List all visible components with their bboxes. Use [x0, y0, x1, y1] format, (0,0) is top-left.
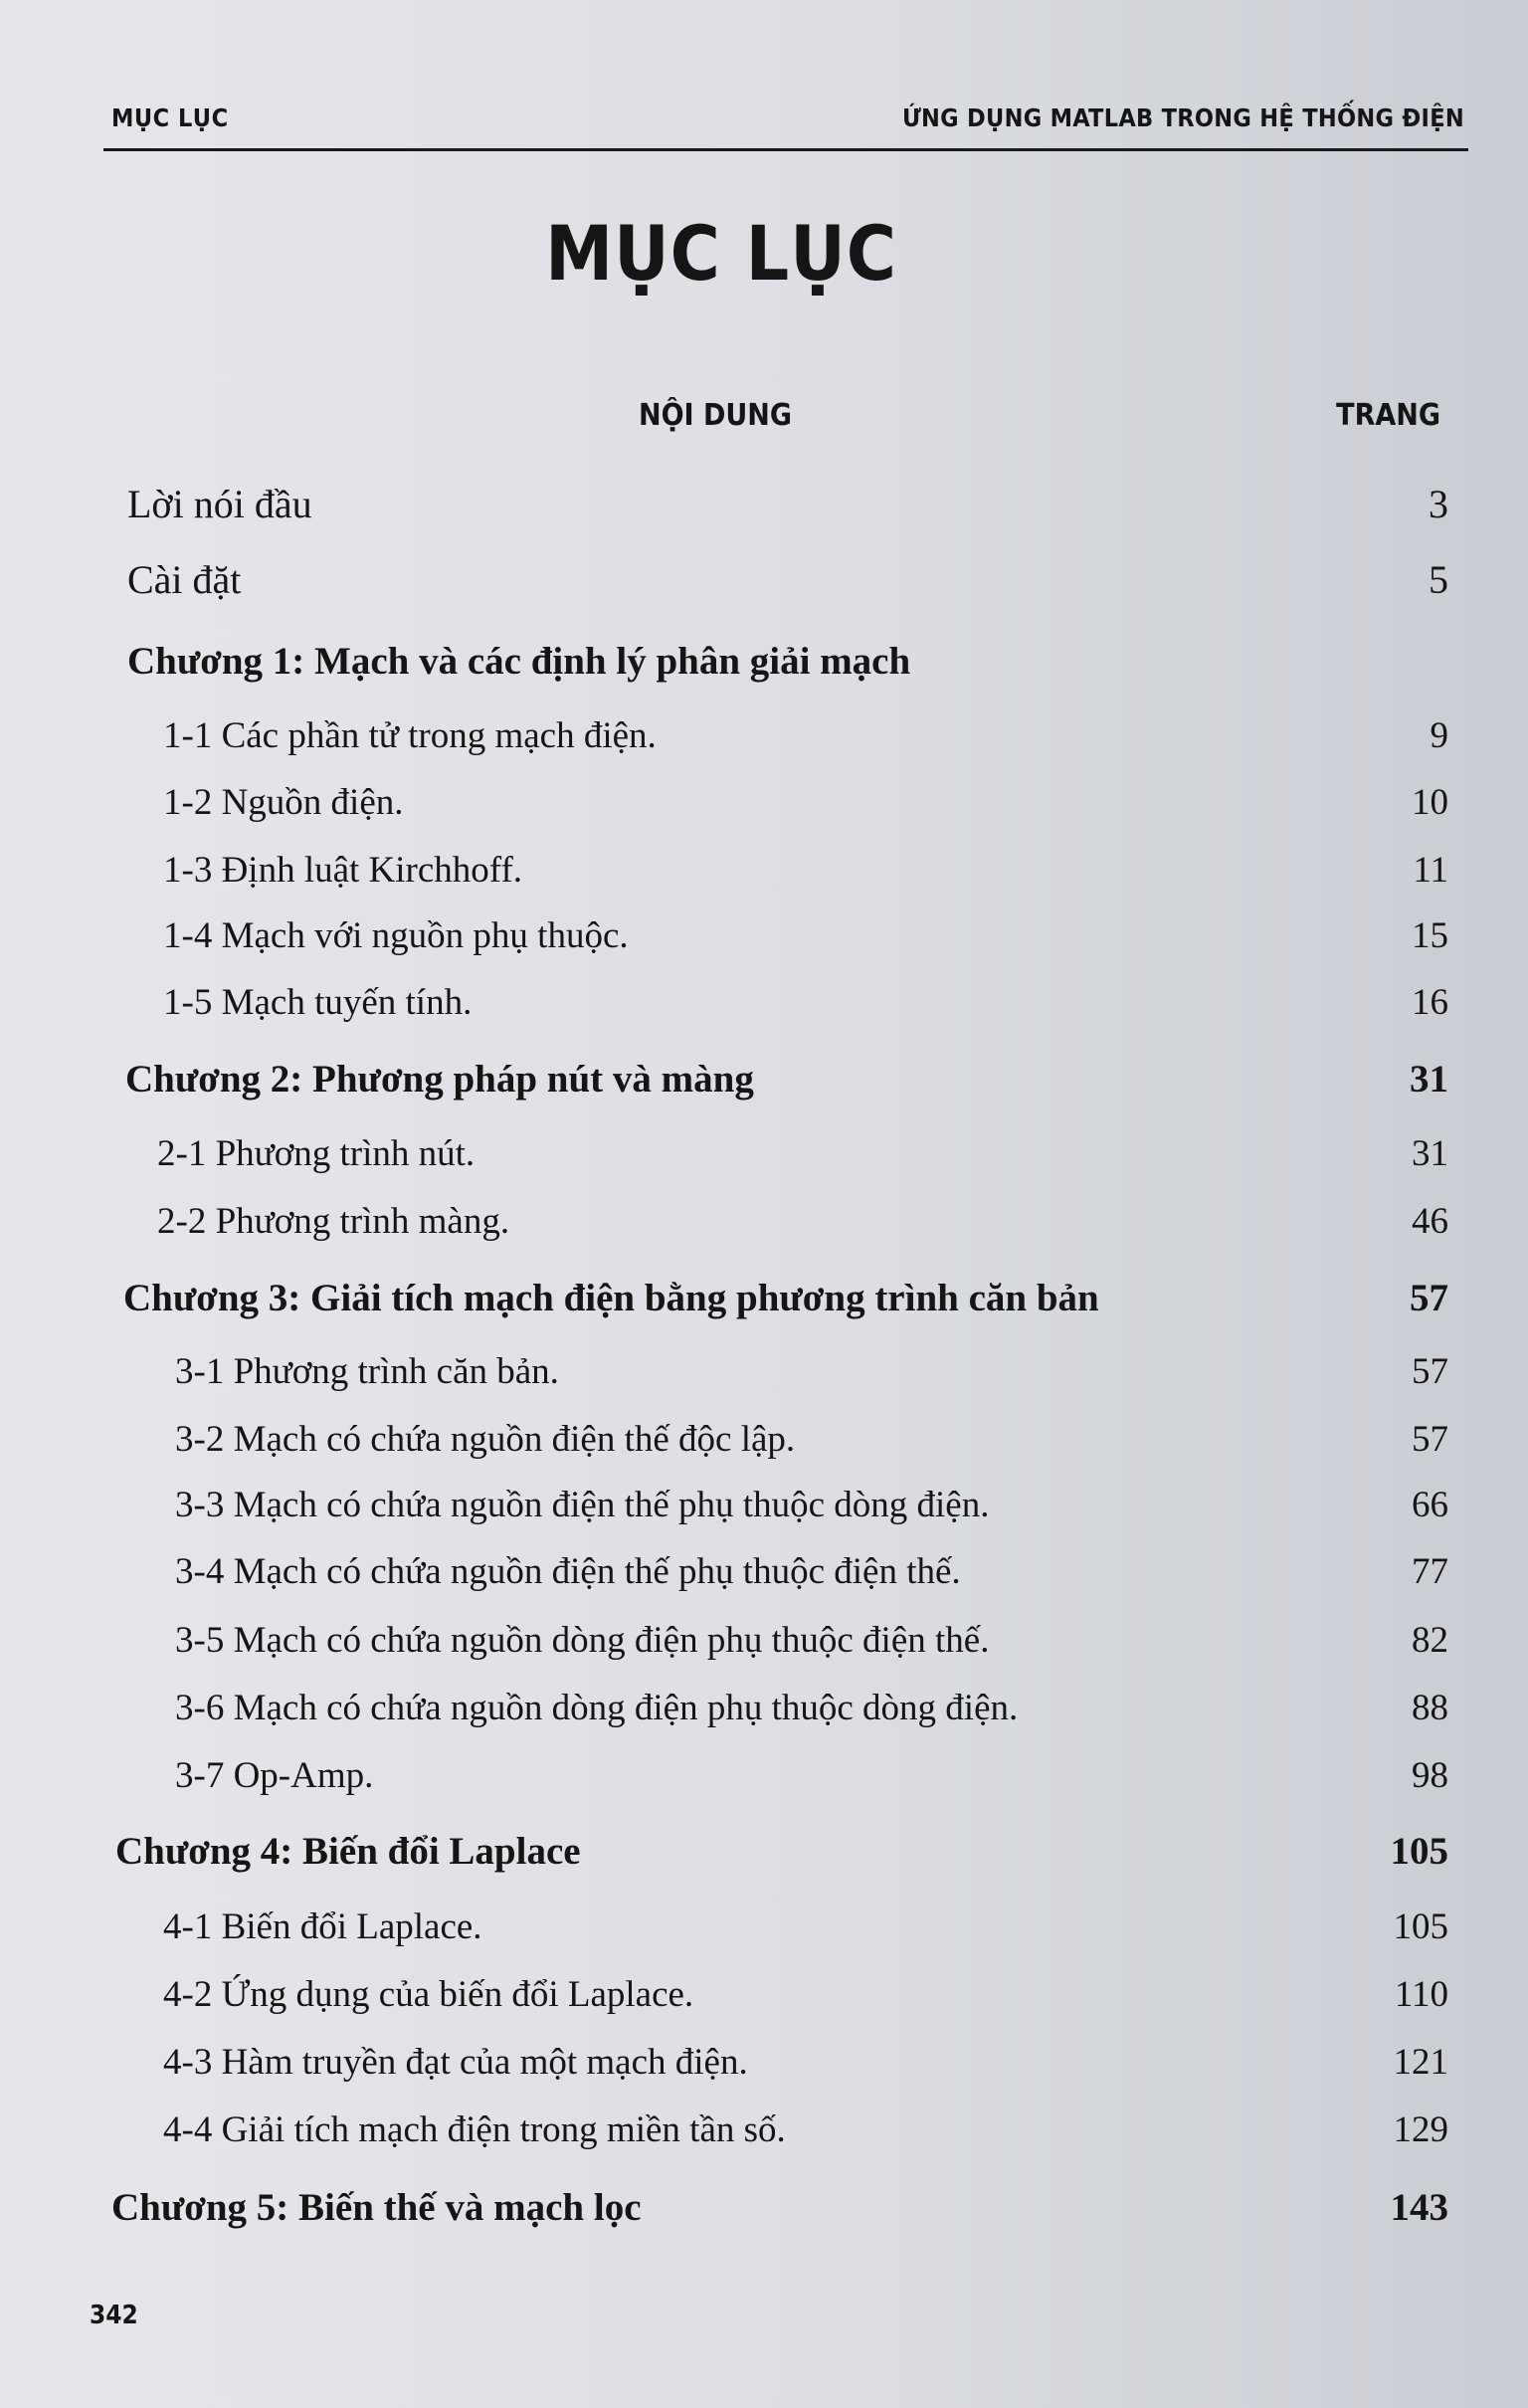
toc-entry-page: 3: [1429, 482, 1448, 526]
toc-entry-page: 105: [1390, 1830, 1448, 1873]
toc-entry-title: 1-1 Các phần tử trong mạch điện.: [163, 715, 657, 756]
toc-entry: [163, 1903, 1448, 1952]
toc-entry-title: 3-6 Mạch có chứa nguồn dòng điện phụ thuộc dòng điện.: [175, 1688, 1019, 1728]
header-rule: [103, 148, 1468, 151]
running-header-left: MỤC LỤC: [111, 103, 229, 132]
toc-entry: [175, 1481, 1448, 1530]
toc-entry: [163, 978, 1448, 1028]
toc-entry-page: 57: [1412, 1351, 1448, 1392]
toc-entry: [175, 1616, 1448, 1666]
toc-entry-page: 82: [1412, 1620, 1448, 1661]
toc-entry-page: 10: [1412, 782, 1448, 823]
toc-entry-title: 3-1 Phương trình căn bản.: [175, 1351, 559, 1392]
toc-chapter: [115, 1827, 1448, 1877]
toc-entry-page: 9: [1430, 715, 1448, 756]
toc-entry-page: 5: [1429, 557, 1448, 602]
toc-entry-title: 3-4 Mạch có chứa nguồn điện thế phụ thuộc điện thế.: [175, 1551, 961, 1592]
toc-entry-page: 57: [1410, 1277, 1448, 1319]
toc-entry: [175, 1684, 1448, 1733]
toc-entry-page: 31: [1412, 1133, 1448, 1174]
toc-entry: [175, 1547, 1448, 1597]
toc-entry-title: Lời nói đầu: [127, 482, 312, 526]
toc-entry-title: 4-3 Hàm truyền đạt của một mạch điện.: [163, 2042, 748, 2083]
toc-entry-page: 98: [1412, 1755, 1448, 1796]
toc-entry-page: 11: [1413, 850, 1448, 891]
toc-entry: [157, 1197, 1448, 1247]
toc-entry-title: 1-3 Định luật Kirchhoff.: [163, 850, 523, 891]
toc-entry-title: Chương 2: Phương pháp nút và màng: [125, 1058, 754, 1101]
toc-entry-title: 3-5 Mạch có chứa nguồn dòng điện phụ thuộc điện thế.: [175, 1620, 990, 1661]
toc-entry-page: 66: [1412, 1485, 1448, 1525]
toc-entry-page: 88: [1412, 1688, 1448, 1728]
toc-chapter: [111, 2183, 1448, 2233]
toc-entry-page: 110: [1394, 1974, 1448, 2015]
toc-entry-title: 1-4 Mạch với nguồn phụ thuộc.: [163, 915, 629, 956]
toc-entry-page: 121: [1393, 2042, 1448, 2083]
toc-entry: [127, 480, 1448, 529]
toc-entry-page: 77: [1412, 1551, 1448, 1592]
toc-entry-title: Chương 4: Biến đổi Laplace: [115, 1830, 581, 1873]
toc-entry: [163, 778, 1448, 828]
toc-entry: [163, 911, 1448, 961]
toc-entry-title: Chương 3: Giải tích mạch điện bằng phương trình căn bản: [123, 1277, 1099, 1319]
toc-entry: [175, 1751, 1448, 1801]
toc-entry-page: 105: [1393, 1906, 1448, 1947]
toc-entry-title: 1-5 Mạch tuyến tính.: [163, 982, 473, 1023]
toc-chapter: [125, 1055, 1448, 1104]
toc-entry-page: 129: [1393, 2109, 1448, 2150]
toc-entry-title: Cài đặt: [127, 557, 242, 602]
toc-entry-title: 3-7 Op-Amp.: [175, 1755, 374, 1796]
toc-entry-title: Chương 1: Mạch và các định lý phân giải mạch: [127, 640, 911, 683]
toc-entry-title: 2-1 Phương trình nút.: [157, 1133, 476, 1174]
toc-entry-page: 16: [1412, 982, 1448, 1023]
toc-entry-title: 4-1 Biến đổi Laplace.: [163, 1906, 482, 1947]
page-title: MỤC LỤC: [545, 209, 897, 298]
toc-entry: [175, 1347, 1448, 1397]
toc-entry: [163, 846, 1448, 896]
page-number: 342: [90, 2301, 138, 2330]
toc-entry: [127, 555, 1448, 605]
toc-entry: [163, 2038, 1448, 2088]
toc-chapter: [123, 1274, 1448, 1323]
toc-entry-title: 3-3 Mạch có chứa nguồn điện thế phụ thuộc dòng điện.: [175, 1485, 990, 1525]
toc-entry-title: 2-2 Phương trình màng.: [157, 1201, 510, 1242]
column-header-page: TRANG: [1336, 398, 1440, 433]
toc-entry: [163, 711, 1448, 761]
toc-entry-page: 46: [1412, 1201, 1448, 1242]
toc-entry-page: 31: [1410, 1058, 1448, 1101]
toc-entry-title: 1-2 Nguồn điện.: [163, 782, 404, 823]
toc-entry-title: 3-2 Mạch có chứa nguồn điện thế độc lập.: [175, 1419, 796, 1460]
toc-entry: [163, 1970, 1448, 2020]
running-header-right: ỨNG DỤNG MATLAB TRONG HỆ THỐNG ĐIỆN: [901, 103, 1464, 132]
toc-entry-page: 143: [1390, 2186, 1448, 2229]
toc-entry-page: 15: [1412, 915, 1448, 956]
toc-entry-page: 57: [1412, 1419, 1448, 1460]
toc-entry-title: Chương 5: Biến thế và mạch lọc: [111, 2186, 642, 2229]
toc-chapter: [127, 637, 1448, 687]
toc-entry: [163, 2106, 1448, 2155]
toc-entry: [157, 1129, 1448, 1179]
toc-entry-title: 4-2 Ứng dụng của biến đổi Laplace.: [163, 1974, 694, 2015]
toc-entry-title: 4-4 Giải tích mạch điện trong miền tần số.: [163, 2109, 786, 2150]
column-header-content: NỘI DUNG: [639, 398, 793, 433]
toc-entry: [175, 1415, 1448, 1465]
